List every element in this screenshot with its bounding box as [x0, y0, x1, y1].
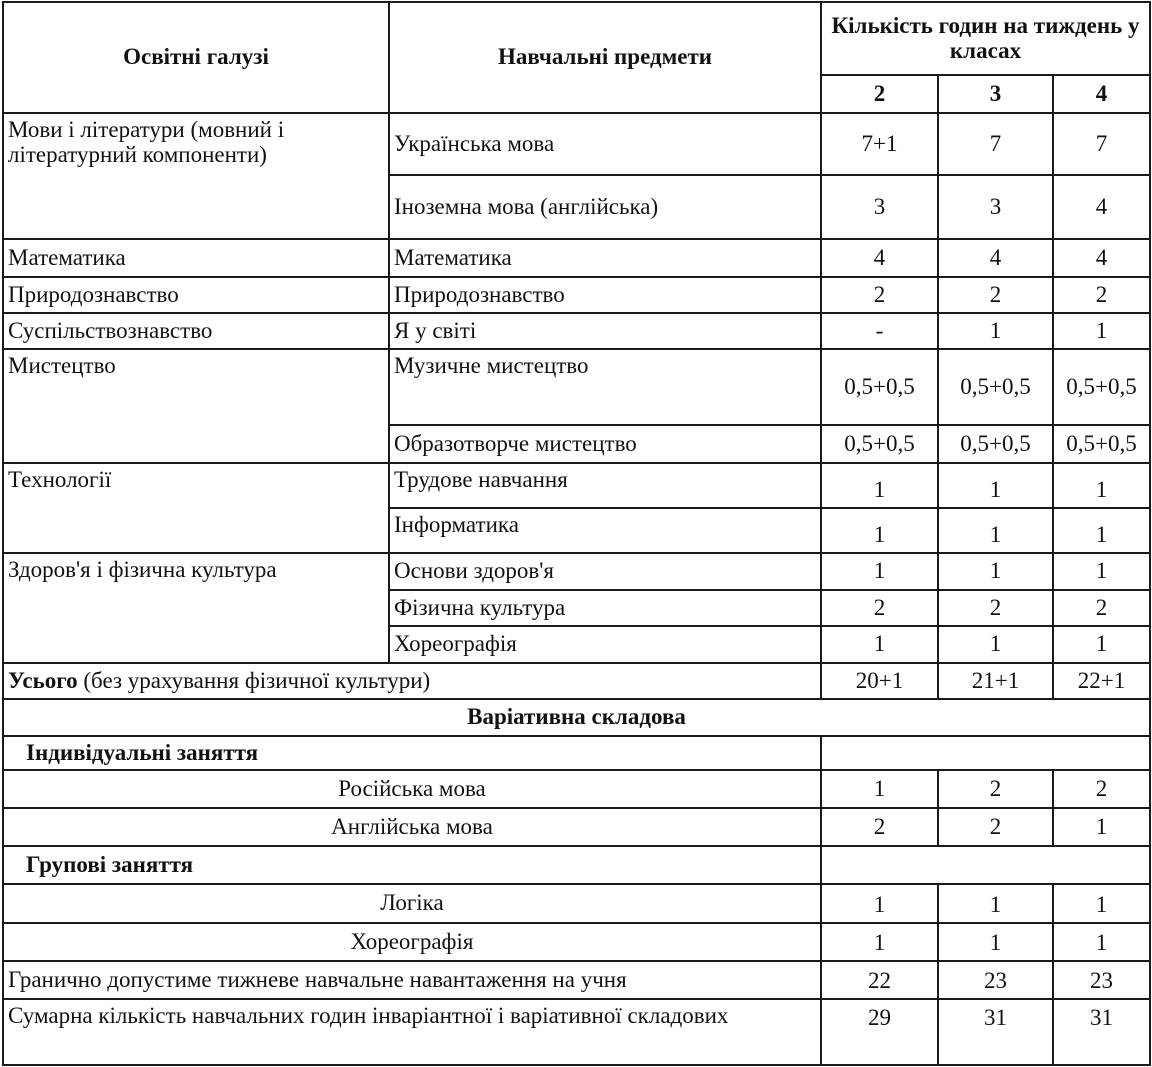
table-row — [3, 846, 1150, 884]
value-cell: 2 — [938, 590, 1053, 626]
value-cell: 1 — [1053, 626, 1150, 663]
value-cell: 4 — [1053, 239, 1150, 277]
field-technologies: Технології — [3, 463, 389, 553]
total-label-bold: Усього — [8, 667, 78, 693]
field-languages: Мови і літератури (мовний і літературний компоненти) — [3, 113, 389, 239]
field-social: Суспільствознавство — [3, 313, 389, 349]
table-row — [3, 463, 1150, 508]
subject-music: Музичне мистецтво — [389, 349, 821, 425]
individual-lessons-heading: Індивідуальні заняття — [3, 736, 821, 770]
table-row — [3, 553, 1150, 590]
subject-math: Математика — [389, 239, 821, 277]
variative-title: Варіативна складова — [3, 699, 1150, 736]
table-row — [3, 923, 1150, 961]
header-subjects: Навчальні предмети — [389, 2, 821, 113]
value-cell: 2 — [938, 770, 1053, 808]
header-grade-4: 4 — [1053, 75, 1150, 113]
field-nature: Природознавство — [3, 277, 389, 313]
value-cell: 1 — [1053, 508, 1150, 553]
value-cell: 0,5+0,5 — [821, 349, 938, 425]
table-row — [3, 663, 1150, 699]
header-hours-per-week: Кількість годин на тиждень у класах — [821, 2, 1150, 75]
value-cell: 2 — [821, 277, 938, 313]
value-cell: 1 — [821, 884, 938, 923]
value-cell: 1 — [821, 553, 938, 590]
value-cell: 0,5+0,5 — [1053, 349, 1150, 425]
table-row — [3, 884, 1150, 923]
value-cell: 3 — [938, 175, 1053, 239]
table-row — [3, 349, 1150, 425]
total-label — [3, 663, 821, 699]
subject-me-in-world: Я у світі — [389, 313, 821, 349]
value-cell: 1 — [821, 626, 938, 663]
value-cell: 1 — [1053, 463, 1150, 508]
value-cell: 1 — [938, 508, 1053, 553]
value-cell: 1 — [938, 626, 1053, 663]
value-cell: 22+1 — [1053, 663, 1150, 699]
table-row — [3, 770, 1150, 808]
header-educational-fields: Освітні галузі — [3, 2, 389, 113]
value-cell: 1 — [938, 553, 1053, 590]
curriculum-table — [2, 1, 1151, 1066]
individual-russian: Російська мова — [3, 770, 821, 808]
field-math: Математика — [3, 239, 389, 277]
value-cell: 1 — [1053, 553, 1150, 590]
value-cell: 0,5+0,5 — [1053, 425, 1150, 463]
value-cell: 1 — [821, 770, 938, 808]
value-cell: 1 — [821, 508, 938, 553]
value-cell: 21+1 — [938, 663, 1053, 699]
value-cell: 7 — [938, 113, 1053, 175]
subject-nature: Природознавство — [389, 277, 821, 313]
subject-choreography: Хореографія — [389, 626, 821, 663]
table-row — [3, 808, 1150, 846]
value-cell: 1 — [938, 884, 1053, 923]
value-cell: 2 — [821, 590, 938, 626]
individual-english: Англійська мова — [3, 808, 821, 846]
value-cell: 1 — [821, 923, 938, 961]
subject-health-basics: Основи здоров'я — [389, 553, 821, 590]
value-cell: 22 — [821, 961, 938, 999]
subject-informatics: Інформатика — [389, 508, 821, 553]
value-cell: 1 — [938, 313, 1053, 349]
value-cell: 23 — [1053, 961, 1150, 999]
value-cell: 29 — [821, 999, 938, 1065]
table-row — [3, 277, 1150, 313]
total-hours-sum: Сумарна кількість навчальних годин інваріантної і варіативної складових — [3, 999, 821, 1065]
group-choreography: Хореографія — [3, 923, 821, 961]
field-art: Мистецтво — [3, 349, 389, 463]
value-cell: 2 — [938, 277, 1053, 313]
table-row — [3, 736, 1150, 770]
header-grade-3: 3 — [938, 75, 1053, 113]
value-cell: 2 — [1053, 277, 1150, 313]
value-cell: 7 — [1053, 113, 1150, 175]
value-cell: 0,5+0,5 — [821, 425, 938, 463]
value-cell: 20+1 — [821, 663, 938, 699]
value-cell: 31 — [938, 999, 1053, 1065]
table-row — [3, 113, 1150, 175]
value-cell: 2 — [821, 808, 938, 846]
header-grade-2: 2 — [821, 75, 938, 113]
value-cell: 1 — [1053, 923, 1150, 961]
table-row — [3, 699, 1150, 736]
value-cell: 1 — [1053, 313, 1150, 349]
group-lessons-heading: Групові заняття — [3, 846, 821, 884]
value-cell: 1 — [821, 463, 938, 508]
table-row — [3, 999, 1150, 1065]
value-cell: 1 — [1053, 808, 1150, 846]
field-health-pe: Здоров'я і фізична культура — [3, 553, 389, 663]
value-cell: 4 — [821, 239, 938, 277]
value-cell: - — [821, 313, 938, 349]
group-logic: Логіка — [3, 884, 821, 923]
value-cell: 31 — [1053, 999, 1150, 1065]
value-cell: 0,5+0,5 — [938, 349, 1053, 425]
table-row — [3, 239, 1150, 277]
subject-foreign-language: Іноземна мова (англійська) — [389, 175, 821, 239]
subject-pe: Фізична культура — [389, 590, 821, 626]
total-label-note: (без урахування фізичної культури) — [77, 667, 431, 693]
weekly-load-limit: Гранично допустиме тижневе навчальне навантаження на учня — [3, 961, 821, 999]
empty-cell — [821, 846, 1150, 884]
value-cell: 2 — [938, 808, 1053, 846]
table-row — [3, 313, 1150, 349]
value-cell: 1 — [938, 463, 1053, 508]
empty-cell — [821, 736, 1150, 770]
subject-labor: Трудове навчання — [389, 463, 821, 508]
subject-ukrainian: Українська мова — [389, 113, 821, 175]
value-cell: 0,5+0,5 — [938, 425, 1053, 463]
subject-visual-art: Образотворче мистецтво — [389, 425, 821, 463]
value-cell: 2 — [1053, 590, 1150, 626]
value-cell: 7+1 — [821, 113, 938, 175]
value-cell: 4 — [1053, 175, 1150, 239]
table-row — [3, 961, 1150, 999]
value-cell: 4 — [938, 239, 1053, 277]
value-cell: 2 — [1053, 770, 1150, 808]
value-cell: 3 — [821, 175, 938, 239]
value-cell: 23 — [938, 961, 1053, 999]
value-cell: 1 — [938, 923, 1053, 961]
value-cell: 1 — [1053, 884, 1150, 923]
